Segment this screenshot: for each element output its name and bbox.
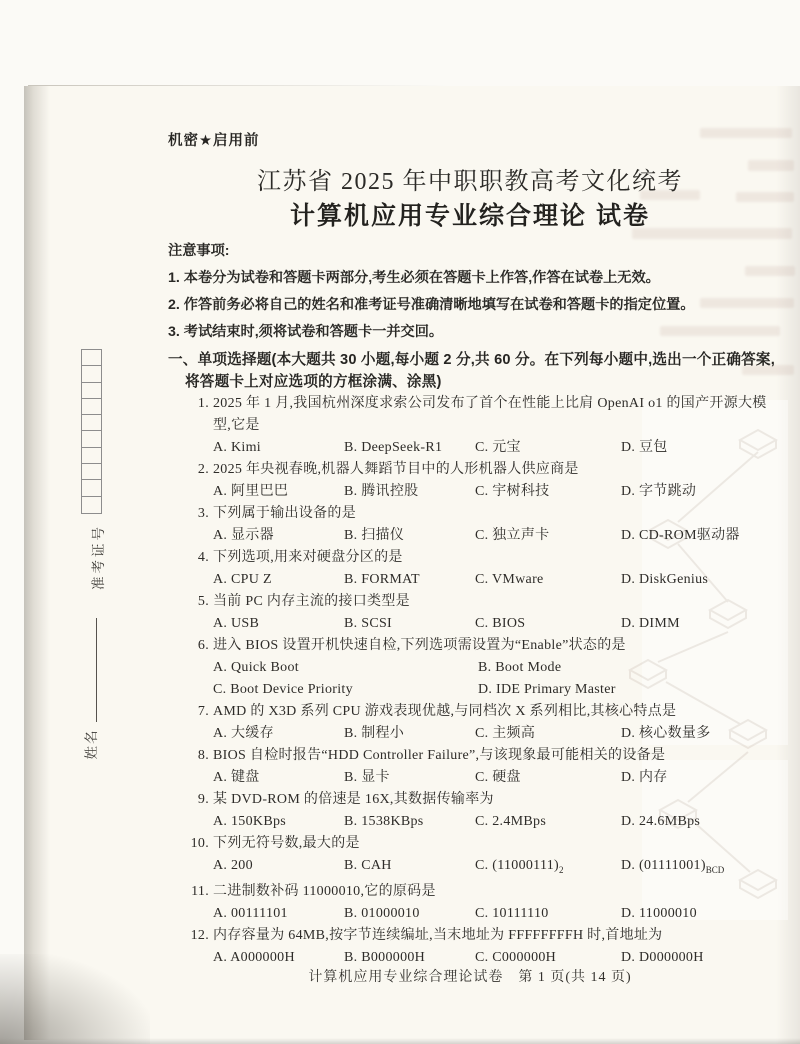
option-C: C. $(11000111)_2$ [475,858,564,875]
option-B: B. SCSI [344,616,393,631]
question-text: 11. 二进制数补码 11000010,它的原码是 [188,881,775,903]
name-label: 姓名 [84,728,99,760]
question-text: 8. BIOS 自检时报告“HDD Controller Failure”,与该现象最可能相关的设备是 [188,745,775,767]
option-C: C. 宇树科技 [475,484,550,499]
option-D: D. 11000010 [621,905,697,921]
question-text: 7. AMD 的 X3D 系列 CPU 游戏表现优越,与同档次 X 系列相比,其核心特点是 [188,701,775,723]
exam-number-label: 准考证号 [91,524,106,590]
option-D: D. DiskGenius [621,572,709,587]
question-6 [188,635,775,701]
option-A: A. 大缓存 [213,726,274,741]
question-9 [188,789,775,833]
question-text: 1. 2025 年 1 月,我国杭州深度求索公司发布了首个在性能上比肩 OpenAI o1 的国产开源大模型,它是 [188,393,775,437]
option-C: C. 硬盘 [475,770,521,785]
option-subscript: 2 [559,864,564,875]
exam-title-line1: 江苏省 2025 年中职职教高考文化统考 [257,169,683,195]
option-A: A. Kimi [213,440,261,455]
option-C: C. 主频高 [475,726,536,741]
question-text: 3. 下列属于输出设备的是 [188,503,775,525]
option-B: B. B000000H [344,949,426,965]
option-D: D. CD-ROM驱动器 [621,528,740,543]
option-B: B. CAH [344,858,392,873]
option-B: B. 显卡 [344,770,390,785]
options-row [213,613,775,635]
page-bottom-edge-shadow [0,1038,800,1044]
option-A: A. 键盘 [213,770,260,785]
option-D: D. DIMM [621,616,680,631]
option-B: B. 制程小 [344,726,405,741]
option-D: D. 字节跳动 [621,484,697,499]
option-C: C. 独立声卡 [475,528,550,543]
exam-body [168,349,775,969]
option-C: C. 10111110 [475,905,549,921]
question-number: 3. [197,506,209,521]
option-B: B. DeepSeek-R1 [344,440,443,455]
option-B: B. Boot Mode [478,660,562,675]
question-8 [188,745,775,789]
option-D: D. IDE Primary Master [478,682,616,697]
question-number: 5. [197,594,209,609]
question-number: 11. [191,883,209,899]
question-number: 6. [197,638,209,653]
options-row [213,437,775,459]
question-text: 9. 某 DVD-ROM 的倍速是 16X,其数据传输率为 [188,789,775,811]
question-text: 12. 内存容量为 64MB,按字节连续编址,当末地址为 FFFFFFFFH 时,首地址为 [188,925,775,947]
option-C: C. 2.4MBps [475,814,547,829]
option-D: D. 核心数量多 [621,726,711,741]
options-row [213,855,775,881]
options-row [213,657,775,701]
question-number: 7. [197,704,209,719]
option-subscript: BCD [705,864,725,875]
question-text: 5. 当前 PC 内存主流的接口类型是 [188,591,775,613]
exam-number-boxes [81,349,102,514]
question-number: 12. [190,927,209,943]
option-B: B. 腾讯控股 [344,484,419,499]
section-heading: 一、单项选择题(本大题共 30 小题,每小题 2 分,共 60 分。在下列每小题中,选出一个正确答案,将答题卡上对应选项的方框涂满、涂黑) [168,352,775,390]
question-number: 4. [197,550,209,565]
question-number: 1. [197,396,209,411]
page-footer: 计算机应用专业综合理论试卷 第 1 页(共 14 页) [308,970,632,985]
questions [188,393,775,969]
page-top-edge [28,85,448,86]
option-D: D. 24.6MBps [621,814,701,829]
note-item-2: 2. 作答前务必将自己的姓名和准考证号准确清晰地填写在试卷和答题卡的指定位置。 [168,297,695,313]
option-A: A. Quick Boot [213,660,299,675]
option-A: A. A000000H [213,949,295,965]
option-C: C. 元宝 [475,440,521,455]
option-D: D. $(01111001)_{BCD}$ [621,858,725,875]
question-text: 10. 下列无符号数,最大的是 [188,833,775,855]
notes-title: 注意事项: [168,243,230,259]
exam-title-line2: 计算机应用专业综合理论 试卷 [290,202,650,230]
option-A: A. CPU Z [213,572,272,587]
question-number: 9. [197,792,209,807]
option-A: A. 00111101 [213,905,288,921]
option-D: D. D000000H [621,949,704,965]
scan-corner-shadow [0,954,150,1044]
option-A: A. 阿里巴巴 [213,484,289,499]
question-number: 8. [197,748,209,763]
option-C: C. Boot Device Priority [213,682,353,697]
question-2 [188,459,775,503]
question-3 [188,503,775,547]
name-fill-line [96,618,97,722]
option-C: C. BIOS [475,616,526,631]
option-D: D. 内存 [621,770,668,785]
option-B: B. FORMAT [344,572,420,587]
bleedthrough-text-smudge [700,128,792,138]
question-number: 2. [197,462,209,477]
option-C: C. VMware [475,572,544,587]
question-4 [188,547,775,591]
page-left-edge-shadow [24,86,50,1040]
options-row [213,525,775,547]
question-text: 4. 下列选项,用来对硬盘分区的是 [188,547,775,569]
secrecy-notice: 机密★启用前 [168,133,260,149]
note-item-3: 3. 考试结束时,须将试卷和答题卡一并交回。 [168,324,444,340]
options-row [213,903,775,925]
question-text: 2. 2025 年央视春晚,机器人舞蹈节目中的人形机器人供应商是 [188,459,775,481]
options-row [213,481,775,503]
option-C: C. C000000H [475,949,557,965]
option-D: D. 豆包 [621,440,668,455]
note-item-1: 1. 本卷分为试卷和答题卡两部分,考生必须在答题卡上作答,作答在试卷上无效。 [168,270,660,286]
options-row [213,811,775,833]
notes-block [168,238,772,346]
question-7 [188,701,775,745]
question-11 [188,881,775,925]
question-text: 6. 进入 BIOS 设置开机快速自检,下列选项需设置为“Enable”状态的是 [188,635,775,657]
question-number: 10. [190,836,209,851]
question-1 [188,393,775,459]
option-B: B. 01000010 [344,905,420,921]
option-A: A. 200 [213,858,253,873]
question-12 [188,925,775,969]
option-A: A. 150KBps [213,814,287,829]
option-A: A. 显示器 [213,528,274,543]
option-B: B. 1538KBps [344,814,424,829]
question-5 [188,591,775,635]
options-row [213,569,775,591]
option-B: B. 扫描仪 [344,528,405,543]
options-row [213,767,775,789]
option-A: A. USB [213,616,260,631]
options-row [213,723,775,745]
question-10 [188,833,775,881]
